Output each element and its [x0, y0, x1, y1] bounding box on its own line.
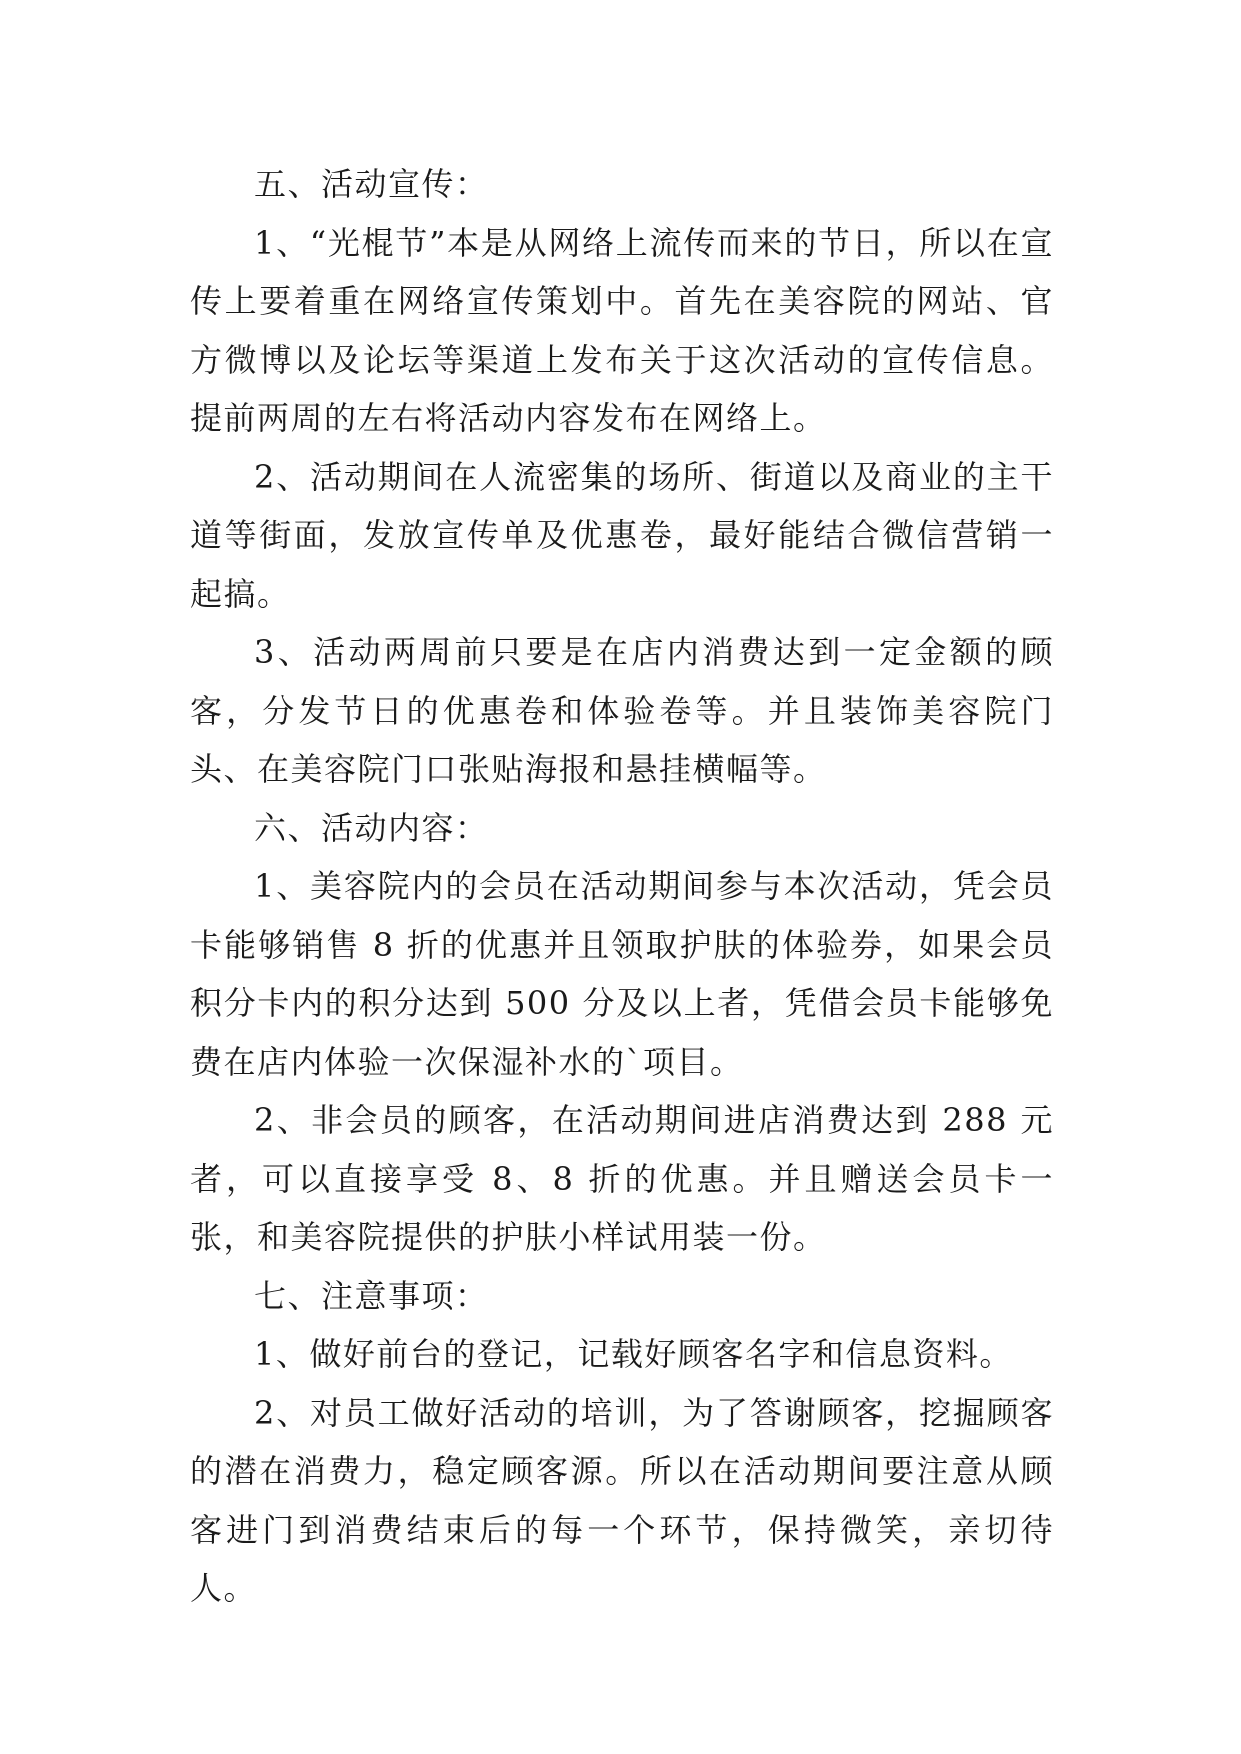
document-body — [190, 155, 1054, 1618]
paragraph-content-1: 1、美容院内的会员在活动期间参与本次活动，凭会员卡能够销售 8 折的优惠并且领取护肤的体验券，如果会员积分卡内的积分达到 500 分及以上者，凭借会员卡能够免费在店内体验一次保湿补水的`项目。 — [190, 867, 1054, 1081]
paragraph-notes-1: 1、做好前台的登记，记载好顾客名字和信息资料。 — [254, 1335, 1013, 1373]
paragraph-content-2: 2、非会员的顾客，在活动期间进店消费达到 288 元者，可以直接享受 8、8 折的优惠。并且赠送会员卡一张，和美容院提供的护肤小样试用装一份。 — [190, 1101, 1054, 1256]
paragraph-promotion-3: 3、活动两周前只要是在店内消费达到一定金额的顾客，分发节日的优惠卷和体验卷等。并且装饰美容院门头、在美容院门口张贴海报和悬挂横幅等。 — [190, 633, 1054, 788]
paragraph-promotion-1: 1、“光棍节”本是从网络上流传而来的节日，所以在宣传上要着重在网络宣传策划中。首先在美容院的网站、官方微博以及论坛等渠道上发布关于这次活动的宣传信息。提前两周的左右将活动内容发布在网络上。 — [190, 223, 1054, 437]
paragraph-notes-2: 2、对员工做好活动的培训，为了答谢顾客，挖掘顾客的潜在消费力，稳定顾客源。所以在活动期间要注意从顾客进门到消费结束后的每一个环节，保持微笑，亲切待人。 — [190, 1393, 1054, 1607]
heading-notes: 七、注意事项： — [254, 1276, 489, 1315]
paragraph-promotion-2: 2、活动期间在人流密集的场所、街道以及商业的主干道等街面，发放宣传单及优惠卷，最好能结合微信营销一起搞。 — [190, 457, 1054, 613]
heading-activity-content: 六、活动内容： — [254, 808, 489, 847]
heading-promotion: 五、活动宣传： — [254, 165, 489, 203]
